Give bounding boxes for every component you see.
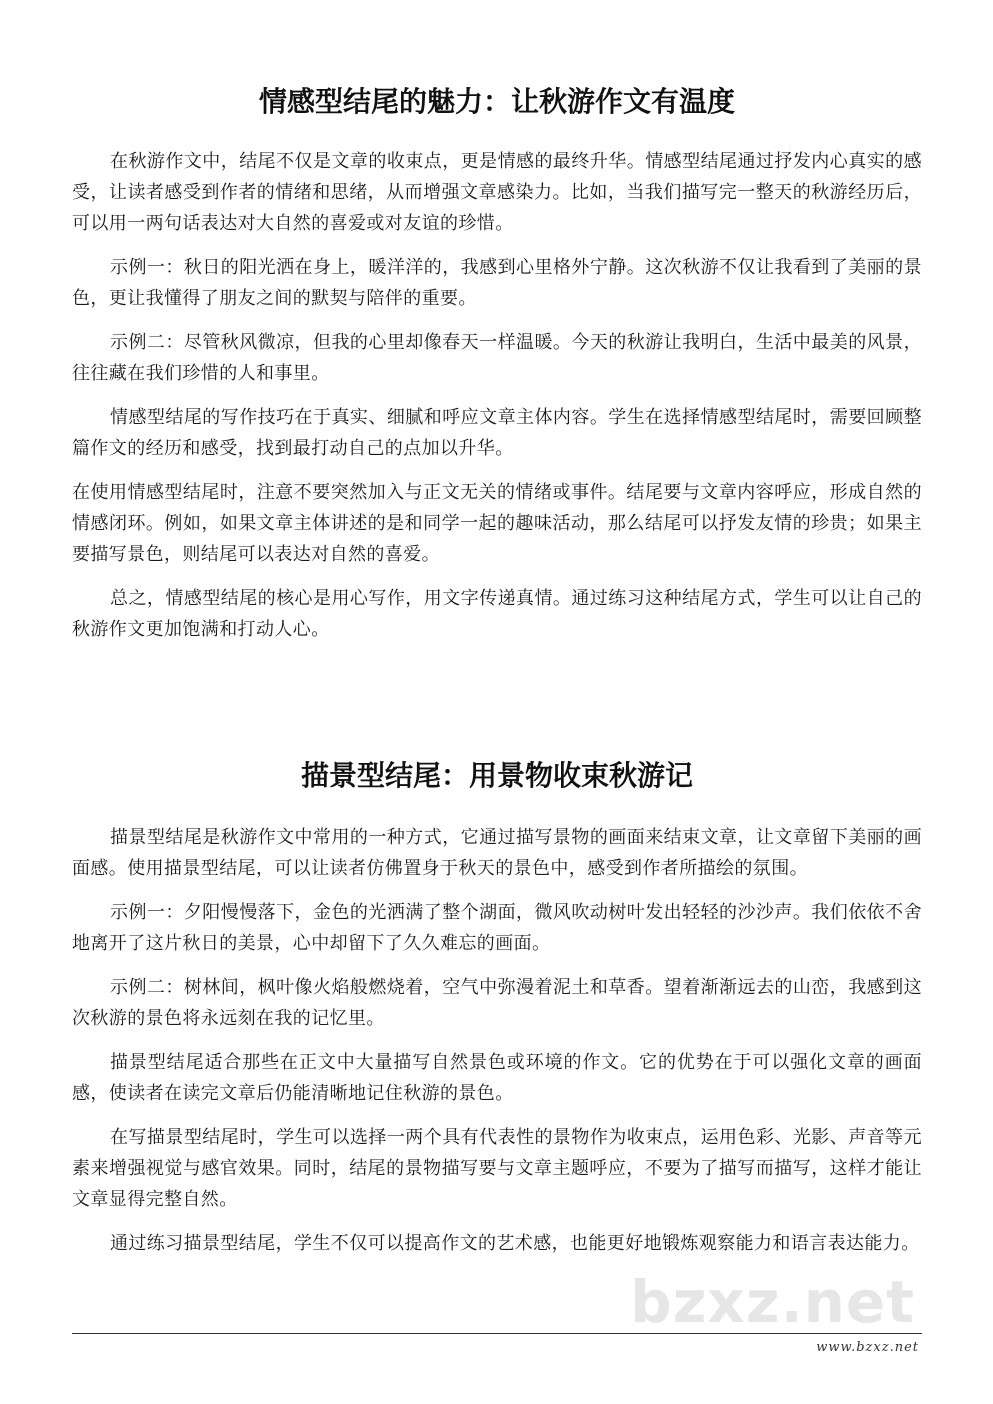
section1-paragraph-4: 情感型结尾的写作技巧在于真实、细腻和呼应文章主体内容。学生在选择情感型结尾时，需要回顾整篇作文的经历和感受，找到最打动自己的点加以升华。 (72, 407, 922, 459)
footer-divider (72, 1333, 922, 1334)
section1-paragraph-1: 在秋游作文中，结尾不仅是文章的收束点，更是情感的最终升华。情感型结尾通过抒发内心真实的感受，让读者感受到作者的情绪和思绪，从而增强文章感染力。比如，当我们描写完一整天的秋游经历后，可以用一两句话表达对大自然的喜爱或对友谊的珍惜。 (72, 151, 922, 234)
section2-title: 描景型结尾：用景物收束秋游记 (300, 759, 693, 792)
section2-paragraph-1: 描景型结尾是秋游作文中常用的一种方式，它通过描写景物的画面来结束文章，让文章留下美丽的画面感。使用描景型结尾，可以让读者仿佛置身于秋天的景色中，感受到作者所描绘的氛围。 (72, 827, 922, 879)
watermark-logo: bzxz.net (630, 1268, 915, 1336)
footer-url[interactable]: www.bzxz.net (816, 1340, 919, 1355)
section2-paragraph-6: 通过练习描景型结尾，学生不仅可以提高作文的艺术感，也能更好地锻炼观察能力和语言表达能力。 (110, 1233, 920, 1254)
section2-paragraph-2: 示例一：夕阳慢慢落下，金色的光洒满了整个湖面，微风吹动树叶发出轻轻的沙沙声。我们依依不舍地离开了这片秋日的美景，心中却留下了久久难忘的画面。 (72, 902, 922, 954)
section1-paragraph-6: 总之，情感型结尾的核心是用心写作，用文字传递真情。通过练习这种结尾方式，学生可以让自己的秋游作文更加饱满和打动人心。 (72, 588, 922, 640)
section1-paragraph-3: 示例二：尽管秋风微凉，但我的心里却像春天一样温暖。今天的秋游让我明白，生活中最美的风景，往往藏在我们珍惜的人和事里。 (72, 332, 922, 384)
section1-paragraph-5: 在使用情感型结尾时，注意不要突然加入与正文无关的情绪或事件。结尾要与文章内容呼应，形成自然的情感闭环。例如，如果文章主体讲述的是和同学一起的趣味活动，那么结尾可以抒发友情的珍贵；如果主要描写景色，则结尾可以表达对自然的喜爱。 (72, 482, 922, 565)
section1-body (72, 146, 922, 658)
section2-paragraph-3: 示例二：树林间，枫叶像火焰般燃烧着，空气中弥漫着泥土和草香。望着渐渐远去的山峦，我感到这次秋游的景色将永远刻在我的记忆里。 (72, 977, 922, 1029)
section2-paragraph-4: 描景型结尾适合那些在正文中大量描写自然景色或环境的作文。它的优势在于可以强化文章的画面感，使读者在读完文章后仍能清晰地记住秋游的景色。 (72, 1052, 922, 1104)
section2-body (72, 822, 922, 1272)
section1-paragraph-2: 示例一：秋日的阳光洒在身上，暖洋洋的，我感到心里格外宁静。这次秋游不仅让我看到了美丽的景色，更让我懂得了朋友之间的默契与陪伴的重要。 (72, 257, 922, 309)
section1-title: 情感型结尾的魅力：让秋游作文有温度 (258, 85, 735, 118)
section2-paragraph-5: 在写描景型结尾时，学生可以选择一两个具有代表性的景物作为收束点，运用色彩、光影、声音等元素来增强视觉与感官效果。同时，结尾的景物描写要与文章主题呼应，不要为了描写而描写，这样才能让文章显得完整自然。 (72, 1127, 922, 1210)
